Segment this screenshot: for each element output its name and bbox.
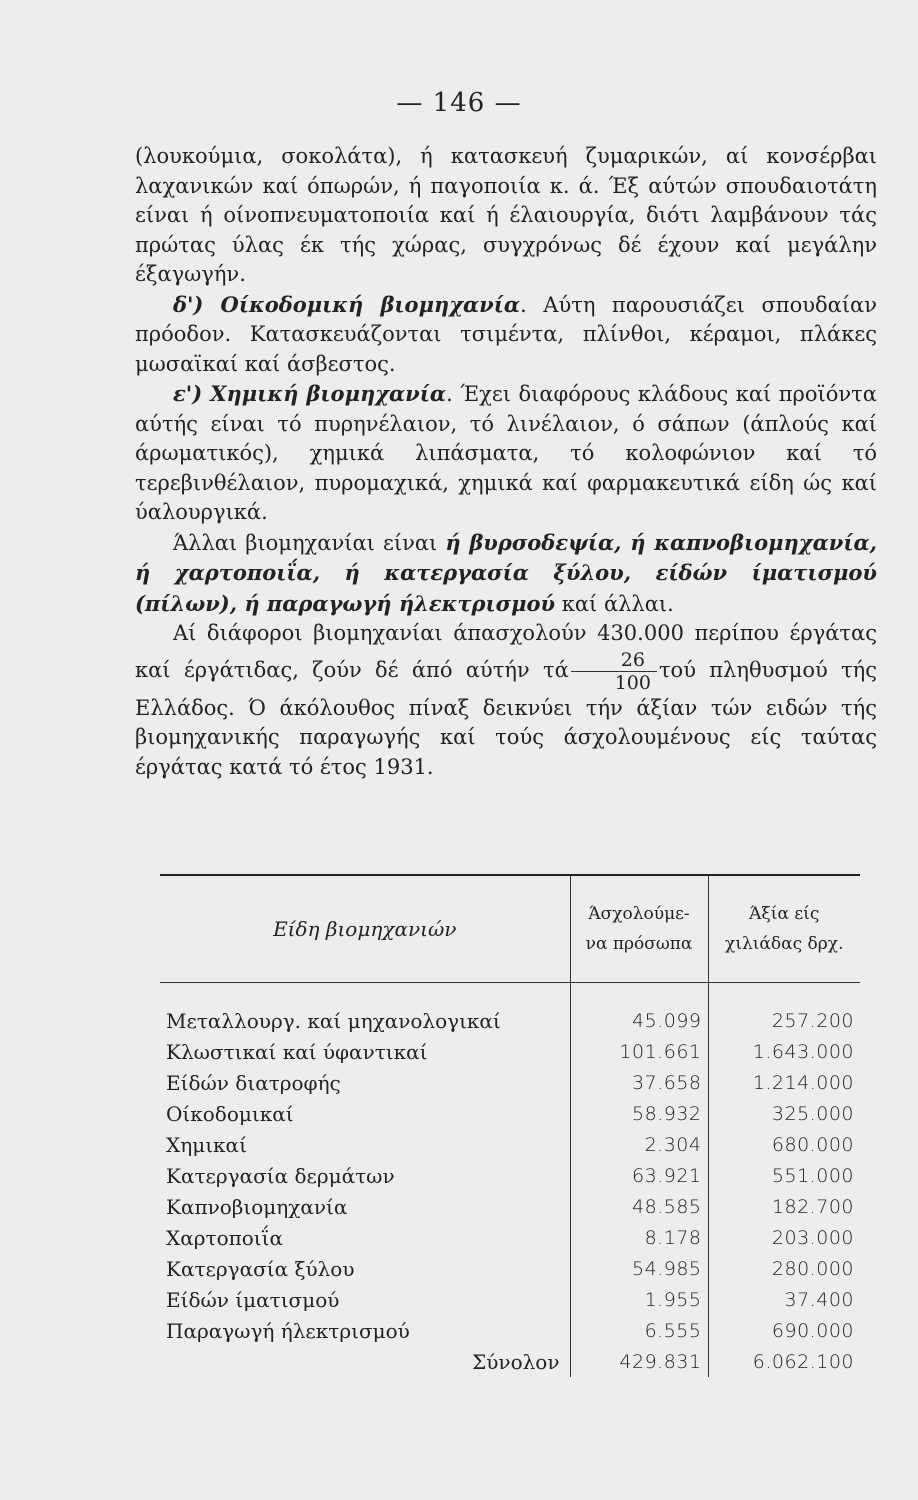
industry-name: Είδών διατροφής bbox=[166, 1070, 341, 1095]
employed-persons: 101.661 bbox=[570, 1036, 708, 1067]
other-industries-list: ή βυρσοδεψία, ή καπνοβιομηχανία, ή χαρτοποιΐα, ή κατεργασία ξύλου, είδών ίματισμού (πίλων), ή παραγωγή ήλεκτρισμού bbox=[135, 529, 877, 616]
workers-text-a: Αί διάφοροι βιομηχανίαι άπασχολούν 430.000 περίπου έργάτας καί έργάτιδας, ζούν δέ άπό αύτήν τά bbox=[135, 621, 877, 682]
value-thousands: 680.000 bbox=[708, 1129, 860, 1160]
section-label-chemical: ε') Χημική βιομηχανία bbox=[173, 381, 447, 406]
table-row bbox=[160, 1129, 860, 1160]
value-thousands: 257.200 bbox=[708, 1005, 860, 1036]
paragraph-other-industries bbox=[135, 528, 877, 620]
table-row bbox=[160, 1315, 860, 1346]
industry-name: Είδών ίματισμού bbox=[166, 1287, 340, 1312]
employed-persons: 1.955 bbox=[570, 1284, 708, 1315]
table-row bbox=[160, 1036, 860, 1067]
value-thousands: 325.000 bbox=[708, 1098, 860, 1129]
value-thousands: 280.000 bbox=[708, 1253, 860, 1284]
table-row bbox=[160, 1191, 860, 1222]
employed-persons: 2.304 bbox=[570, 1129, 708, 1160]
workers-text-b: τού πληθυσμού τής Ελλάδος. Ό άκόλουθος πίναξ δεικνύει τήν άξίαν τών ειδών τής βιομηχανικής παραγωγής καί τούς άσχολουμένους είς ταύτας έργάτας κατά τό έτος 1931. bbox=[135, 657, 877, 779]
employed-persons: 8.178 bbox=[570, 1222, 708, 1253]
other-industries-end: καί άλλαι. bbox=[555, 591, 674, 616]
table-row bbox=[160, 1284, 860, 1315]
employed-persons: 37.658 bbox=[570, 1067, 708, 1098]
table-row bbox=[160, 1253, 860, 1284]
header-employed-l2: να πρόσωπα bbox=[585, 934, 693, 954]
table-row bbox=[160, 1160, 860, 1191]
other-industries-start: Άλλαι βιομηχανίαι είναι bbox=[173, 530, 446, 555]
employed-persons: 48.585 bbox=[570, 1191, 708, 1222]
industry-name: Κατεργασία ξύλου bbox=[166, 1256, 355, 1281]
paragraph-construction-industry bbox=[135, 290, 877, 380]
fraction bbox=[571, 649, 657, 694]
industry-name: Παραγωγή ήλεκτρισμού bbox=[166, 1318, 410, 1343]
table-row bbox=[160, 1098, 860, 1129]
industry-name: Οίκοδομικαί bbox=[166, 1101, 294, 1126]
table-total-row bbox=[160, 1346, 860, 1377]
construction-text: . Αύτη παρουσιάζει σπουδαίαν πρόοδον. Κατασκευάζονται τσιμέντα, πλίνθοι, κέραμοι, πλάκες μωσαϊκαί καί άσβεστος. bbox=[135, 292, 877, 376]
value-thousands: 1.214.000 bbox=[708, 1067, 860, 1098]
employed-persons: 45.099 bbox=[570, 1005, 708, 1036]
employed-persons: 54.985 bbox=[570, 1253, 708, 1284]
fraction-denominator: 100 bbox=[614, 671, 651, 694]
table-row bbox=[160, 1222, 860, 1253]
paragraph-workers bbox=[135, 619, 877, 782]
value-thousands: 551.000 bbox=[708, 1160, 860, 1191]
industry-name: Χημικαί bbox=[166, 1132, 247, 1157]
total-label: Σύνολον bbox=[472, 1349, 560, 1374]
employed-persons: 63.921 bbox=[570, 1160, 708, 1191]
header-industry-type: Είδη βιομηχανιών bbox=[160, 875, 570, 983]
value-thousands: 203.000 bbox=[708, 1222, 860, 1253]
table-row bbox=[160, 1005, 860, 1036]
industry-name: Χαρτοποιΐα bbox=[166, 1225, 283, 1250]
body-text bbox=[135, 142, 877, 782]
value-thousands: 37.400 bbox=[708, 1284, 860, 1315]
header-employed-persons bbox=[570, 875, 708, 983]
total-value: 6.062.100 bbox=[708, 1346, 860, 1377]
page-number: — 146 — bbox=[396, 88, 522, 118]
value-thousands: 1.643.000 bbox=[708, 1036, 860, 1067]
paragraph-chemical-industry bbox=[135, 379, 877, 528]
header-value bbox=[708, 875, 860, 983]
industry-name: Κατεργασία δερμάτων bbox=[166, 1163, 395, 1188]
industry-name: Μεταλλουργ. καί μηχανολογικαί bbox=[166, 1008, 501, 1033]
header-employed-l1: Άσχολούμε- bbox=[588, 904, 690, 924]
header-value-l1: Άξία είς bbox=[749, 904, 820, 924]
employed-persons: 6.555 bbox=[570, 1315, 708, 1346]
fraction-numerator: 26 bbox=[571, 649, 657, 672]
value-thousands: 182.700 bbox=[708, 1191, 860, 1222]
table-row bbox=[160, 1067, 860, 1098]
value-thousands: 690.000 bbox=[708, 1315, 860, 1346]
table-header-row bbox=[160, 875, 860, 983]
chemical-text: . Έχει διαφόρους κλάδους καί προϊόντα αύτής είναι τό πυρηνέλαιον, τό λινέλαιον, ό σάπων (άπλούς καί άρωματικός), χημικά λιπάσματα, τό κολοφώνιον καί τό τερεβινθέλαιον, πυρομαχικά, χημικά καί φαρμακευτικά είδη ώς καί ύαλουργικά. bbox=[135, 382, 877, 524]
section-label-construction: δ') Οίκοδομική βιομηχανία bbox=[173, 291, 521, 317]
industry-name: Κλωστικαί καί ύφαντικαί bbox=[166, 1039, 428, 1064]
industry-name: Καπνοβιομηχανία bbox=[166, 1194, 348, 1219]
industry-table bbox=[160, 874, 860, 1377]
employed-persons: 58.932 bbox=[570, 1098, 708, 1129]
header-value-l2: χιλιάδας δρχ. bbox=[725, 934, 844, 954]
paragraph-food-industry: (λουκούμια, σοκολάτα), ή κατασκευή ζυμαρικών, αί κονσέρβαι λαχανικών καί όπωρών, ή παγοποιία κ. ά. Έξ αύτών σπουδαιοτάτη είναι ή οίνοπνευματοποιία καί ή έλαιουργία, διότι λαμβάνουν τάς πρώτας ύλας έκ τής χώρας, συγχρόνως δέ έχουν καί μεγάλην έξαγωγήν. bbox=[135, 144, 877, 286]
total-persons: 429.831 bbox=[570, 1346, 708, 1377]
